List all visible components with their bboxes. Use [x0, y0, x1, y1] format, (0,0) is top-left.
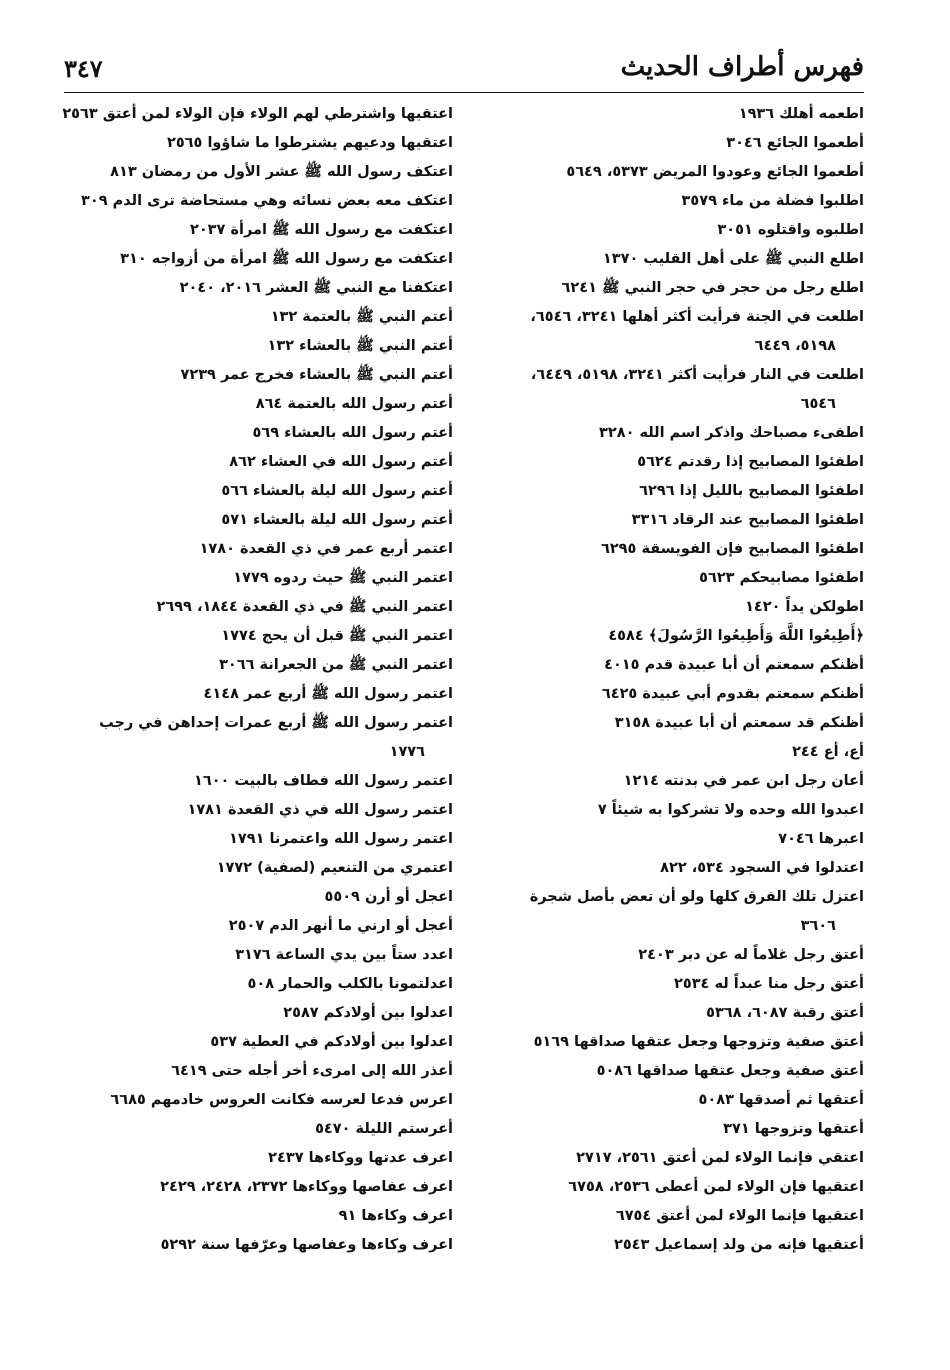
index-entry: أعرستم الليلة ٥٤٧٠	[315, 1121, 453, 1137]
index-entry: اعرف عدتها ووكاءها ٢٤٣٧	[268, 1150, 453, 1166]
index-entry: أعتم رسول الله بالعتمة ٨٦٤	[255, 396, 453, 412]
index-entry: اعتقي فإنما الولاء لمن أعتق ٢٥٦١، ٢٧١٧	[576, 1150, 864, 1166]
index-entry	[479, 883, 864, 941]
index-entry: أعتم رسول الله بالعشاء ٥٦٩	[252, 425, 453, 441]
index-entry: أعتقها ثم أصدقها ٥٠٨٣	[698, 1092, 864, 1108]
index-entry: اعبدوا الله وحده ولا تشركوا به شيئاً ٧	[597, 802, 864, 818]
index-entry: أظنكم سمعتم بقدوم أبي عبيدة ٦٤٢٥	[601, 686, 864, 702]
index-entry: أعتق رجل غلاماً له عن دبر ٢٤٠٣	[638, 947, 864, 963]
index-entry: أعتق صفية وتزوجها وجعل عتقها صداقها ٥١٦٩	[533, 1034, 864, 1050]
entry-text: اعتزل تلك الفرق كلها ولو أن تعض بأصل شجرة	[529, 889, 864, 905]
index-entry: ﴿أَطِيعُوا اللَّهَ وَأَطِيعُوا الرَّسُولَ﴾ ٤٥٨٤	[608, 628, 864, 644]
index-entry: أطعموا الجائع ٣٠٤٦	[726, 135, 864, 151]
index-entry: اعبرها ٧٠٤٦	[778, 831, 864, 847]
index-entry: اطفئوا المصابيح بالليل إذا ٦٢٩٦	[639, 483, 864, 499]
index-entry: اطلبوه واقتلوه ٣٠٥١	[717, 222, 864, 238]
index-entry: اطعمه أهلك ١٩٣٦	[738, 106, 864, 122]
index-entry: أعتم النبي ﷺ بالعتمة ١٣٢	[270, 309, 453, 325]
page-number: ٣٤٧	[64, 54, 103, 83]
index-entry: اعتقيها فإن الولاء لمن أعطى ٢٥٣٦، ٦٧٥٨	[568, 1179, 864, 1195]
index-entry: اطفئوا المصابيح عند الرقاد ٣٣١٦	[631, 512, 864, 528]
page-header	[64, 48, 864, 88]
index-entry: اطولكن يداً ١٤٢٠	[745, 599, 864, 615]
index-entry: اعتمر رسول الله واعتمرنا ١٧٩١	[229, 831, 453, 847]
header-rule	[64, 92, 864, 93]
index-entry: اعتكف معه بعض نسائه وهي مستحاضة ترى الدم ٣٠٩	[81, 193, 453, 209]
index-entry: أطعموا الجائع وعودوا المريض ٥٣٧٣، ٥٦٤٩	[566, 164, 864, 180]
index-entry: أعتقها وتزوجها ٣٧١	[723, 1121, 864, 1137]
index-entry: أظنكم سمعتم أن أبا عبيدة قدم ٤٠١٥	[604, 657, 864, 673]
entry-text: اعتمر رسول الله ﷺ أربع عمرات إحداهن في رجب	[99, 715, 453, 731]
index-entry: أعتم رسول الله في العشاء ٨٦٢	[229, 454, 453, 470]
index-entry: اعدلوا بين أولادكم ٢٥٨٧	[283, 1005, 453, 1021]
index-entry: أعتم النبي ﷺ بالعشاء ١٣٢	[267, 338, 453, 354]
entry-continuation: ٥١٩٨، ٦٤٤٩	[754, 338, 836, 354]
index-entry: اعدد ستاً بين يدي الساعة ٣١٧٦	[235, 947, 453, 963]
index-entry: اعتدلوا في السجود ٥٣٤، ٨٢٢	[660, 860, 864, 876]
index-entry: اعتمر النبي ﷺ من الجعرانة ٣٠٦٦	[219, 657, 453, 673]
index-entry: أعجل أو ارني ما أنهر الدم ٢٥٠٧	[228, 918, 453, 934]
running-title: فهرس أطراف الحديث	[620, 52, 864, 82]
index-entry: اعتقيها ودعيهم يشترطوا ما شاؤوا ٢٥٦٥	[166, 135, 453, 151]
index-entry: أعتق رجل منا عبداً له ٢٥٣٤	[674, 976, 864, 992]
index-entry: اعتمر رسول الله في ذي القعدة ١٧٨١	[187, 802, 453, 818]
index-entry: اعتمر أربع عمر في ذي القعدة ١٧٨٠	[199, 541, 453, 557]
index-entry: اعدلوا بين أولادكم في العطية ٥٣٧	[210, 1034, 453, 1050]
index-column-left	[63, 100, 453, 1260]
index-entry: اعرس فدعا لعرسه فكانت العروس خادمهم ٦٦٨٥	[110, 1092, 453, 1108]
index-entry: اعرف عفاصها ووكاءها ٢٣٧٢، ٢٤٢٨، ٢٤٢٩	[160, 1179, 453, 1195]
index-entry: اعدلتمونا بالكلب والحمار ٥٠٨	[247, 976, 453, 992]
index-entry: اعتكفت مع رسول الله ﷺ امرأة من أزواجه ٣١٠	[120, 251, 453, 267]
index-entry: اعرف وكاءها ٩١	[338, 1208, 453, 1224]
index-entry: اعتمر النبي ﷺ في ذي القعدة ١٨٤٤، ٢٦٩٩	[156, 599, 453, 615]
index-entry	[63, 709, 453, 767]
index-entry: أظنكم قد سمعتم أن أبا عبيدة ٣١٥٨	[614, 715, 864, 731]
index-entry: اعتمر النبي ﷺ حيث ردوه ١٧٧٩	[233, 570, 453, 586]
index-entry: اعتكفت مع رسول الله ﷺ امرأة ٢٠٣٧	[189, 222, 453, 238]
entry-continuation: ٦٥٤٦	[800, 396, 836, 412]
index-entry: أعتم رسول الله ليلة بالعشاء ٥٦٦	[221, 483, 453, 499]
index-entry: اطفئوا المصابيح إذا رقدتم ٥٦٢٤	[637, 454, 864, 470]
index-entry: اطلع رجل من حجر في حجر النبي ﷺ ٦٢٤١	[561, 280, 864, 296]
entry-continuation: ١٧٧٦	[389, 744, 425, 760]
index-entry: اعتمر رسول الله فطاف بالبيت ١٦٠٠	[193, 773, 453, 789]
index-entry: أعتقيها فإنه من ولد إسماعيل ٢٥٤٣	[613, 1237, 864, 1253]
index-entry: اعتمر النبي ﷺ قبل أن يحج ١٧٧٤	[221, 628, 453, 644]
index-entry: أعتم النبي ﷺ بالعشاء فخرج عمر ٧٢٣٩	[180, 367, 453, 383]
index-entry: أعذر الله إلى امرىء أخر أجله حتى ٦٤١٩	[171, 1063, 453, 1079]
index-entry: اطلع النبي ﷺ على أهل القليب ١٣٧٠	[602, 251, 864, 267]
index-entry: اعتمري من التنعيم (لصفية) ١٧٧٢	[216, 860, 453, 876]
index-entry: اعتكفنا مع النبي ﷺ العشر ٢٠١٦، ٢٠٤٠	[179, 280, 453, 296]
index-entry: اعرف وكاءها وعفاصها وعرّفها سنة ٥٢٩٢	[160, 1237, 453, 1253]
index-entry: أع، أع ٢٤٤	[792, 744, 864, 760]
entry-text: اطلعت في الجنة فرأيت أكثر أهلها ٣٢٤١، ٦٥٤٦،	[530, 309, 864, 325]
index-entry: اعتمر رسول الله ﷺ أربع عمر ٤١٤٨	[203, 686, 453, 702]
index-entry: اطلبوا فضلة من ماء ٣٥٧٩	[681, 193, 864, 209]
index-entry: اعجل أو أرن ٥٥٠٩	[324, 889, 453, 905]
index-entry: اطفئوا مصابيحكم ٥٦٢٣	[699, 570, 864, 586]
entry-continuation: ٣٦٠٦	[800, 918, 836, 934]
index-entry: أعان رجل ابن عمر في بدنته ١٢١٤	[623, 773, 864, 789]
index-entry: أعتم رسول الله ليلة بالعشاء ٥٧١	[221, 512, 453, 528]
index-column-right	[479, 100, 864, 1260]
index-entry	[479, 361, 864, 419]
index-entry	[479, 303, 864, 361]
index-entry: اعتقيها فإنما الولاء لمن أعتق ٦٧٥٤	[615, 1208, 864, 1224]
index-entry: أعتق صفية وجعل عتقها صداقها ٥٠٨٦	[596, 1063, 864, 1079]
index-entry: اطفىء مصباحك واذكر اسم الله ٣٢٨٠	[599, 425, 864, 441]
index-entry: اعتكف رسول الله ﷺ عشر الأول من رمضان ٨١٣	[110, 164, 453, 180]
index-entry: أعتق رقبة ٦٠٨٧، ٥٣٦٨	[706, 1005, 864, 1021]
index-entry: اعتقيها واشترطي لهم الولاء فإن الولاء لمن أعتق ٢٥٦٣	[62, 106, 453, 122]
entry-text: اطلعت في النار فرأيت أكثر ٣٢٤١، ٥١٩٨، ٦٤٤٩،	[530, 367, 864, 383]
index-entry: اطفئوا المصابيح فإن الفويسقة ٦٢٩٥	[600, 541, 864, 557]
